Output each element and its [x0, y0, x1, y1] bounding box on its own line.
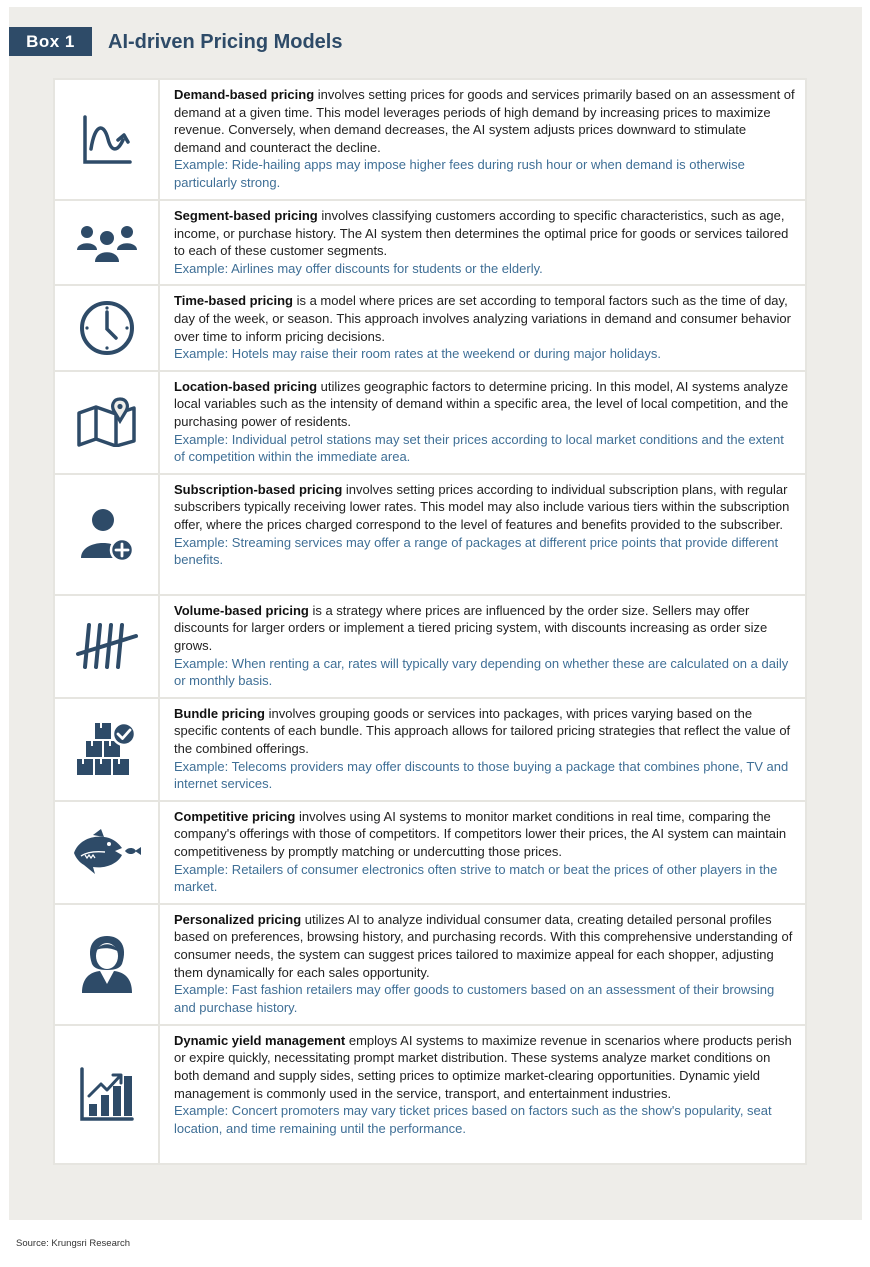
model-example: Example: Streaming services may offer a range of packages at different price points that provide different benefits.	[174, 534, 779, 568]
table-row	[54, 371, 806, 474]
model-example: Example: Individual petrol stations may set their prices according to local market conditions and the extent of competition within the immediate area.	[174, 431, 784, 465]
model-name: Personalized pricing	[174, 911, 302, 927]
table-row	[54, 801, 806, 904]
model-body: is a strategy where prices are influenced by the order size. Sellers may offer discounts for larger orders or implement a tiered pricing system, with discounts increasing as order size grows.	[174, 602, 768, 653]
table-row	[54, 904, 806, 1025]
model-name: Competitive pricing	[174, 808, 296, 824]
model-example: Example: Concert promoters may vary ticket prices based on factors such as the show's popularity, seat location, and time remaining until the performance.	[174, 1103, 772, 1136]
bar-chart-growth-icon	[79, 1066, 135, 1122]
boxes-check-icon	[76, 720, 138, 778]
model-description	[159, 904, 806, 1025]
model-description	[159, 200, 806, 285]
model-name: Demand-based pricing	[174, 87, 315, 102]
icon-cell	[54, 285, 159, 370]
model-description	[159, 801, 806, 904]
model-body: employs AI systems to maximize revenue in scenarios where products perish or expire quickly, necessitating prompt market distribution. These systems analyze market conditions on both demand and supply sides, setting prices to optimize market-clearing opportunities. Dynamic yield management is commonly used in the service, transport, and entertainment industries.	[174, 1032, 792, 1101]
model-name: Subscription-based pricing	[174, 481, 343, 497]
model-description	[159, 698, 806, 801]
source-note: Source: Krungsri Research	[16, 1238, 131, 1249]
woman-profile-icon	[80, 934, 134, 994]
icon-cell	[54, 200, 159, 285]
model-example: Example: Fast fashion retailers may offer goods to customers based on an assessment of their browsing and purchase history.	[174, 982, 775, 1015]
icon-cell	[54, 79, 159, 200]
model-description	[159, 474, 806, 595]
model-example: Example: When renting a car, rates will typically vary depending on whether these are calculated on a daily or monthly basis.	[174, 655, 789, 689]
model-body: involves classifying customers according to specific characteristics, such as age, income, or purchase history. The AI system then determines the optimal price for goods or services tailored to each of these customer segments.	[174, 208, 789, 259]
model-description	[159, 285, 806, 370]
model-name: Bundle pricing	[174, 705, 265, 721]
model-name: Volume-based pricing	[174, 602, 309, 618]
table-row	[54, 1025, 806, 1164]
table-row	[54, 79, 806, 200]
icon-cell	[54, 698, 159, 801]
demand-curve-icon	[80, 113, 134, 167]
model-body: utilizes geographic factors to determine pricing. In this model, AI systems analyze local variables such as the intensity of demand within a specific area, the level of local competition, and the purchasing power of residents.	[174, 378, 789, 429]
model-body: involves grouping goods or services into packages, with prices varying based on the specific contents of each bundle. This approach allows for tailored pricing strategies that reflect the value of the combined offerings.	[174, 705, 791, 756]
model-body: is a model where prices are set according to temporal factors such as the time of day, day of the week, or season. This approach involves analyzing variations in demand and consumer behavior over time to inform pricing decisions.	[174, 293, 791, 344]
table-row	[54, 200, 806, 285]
model-description	[159, 371, 806, 474]
box-number-tag: Box 1	[9, 27, 92, 56]
model-example: Example: Hotels may raise their room rates at the weekend or during major holidays.	[174, 346, 661, 362]
pricing-models-table	[53, 78, 807, 1165]
box-title: AI-driven Pricing Models	[108, 31, 343, 53]
model-body: involves setting prices according to individual subscription plans, with regular subscribers typically receiving lower rates. This model may also include various tiers within the subscription offer, where the prices charged correspond to the level of features and benefits provided to the subscriber.	[174, 481, 790, 532]
model-description	[159, 79, 806, 200]
icon-cell	[54, 904, 159, 1025]
model-name: Segment-based pricing	[174, 208, 318, 223]
model-example: Example: Ride-hailing apps may impose higher fees during rush hour or when demand is otherwise particularly strong.	[174, 157, 745, 190]
icon-cell	[54, 801, 159, 904]
model-name: Time-based pricing	[174, 293, 293, 309]
big-fish-small-fish-icon	[71, 829, 143, 875]
model-body: utilizes AI to analyze individual consumer data, creating detailed personal profiles based on preferences, browsing history, and purchasing records. With this comprehensive understanding of consumer needs, the system can suggest prices tailored to maximize appeal for each shopper, adjusting them dynamically for each sales opportunity.	[174, 911, 793, 980]
user-add-icon	[79, 506, 135, 562]
model-description	[159, 595, 806, 698]
table-row	[54, 285, 806, 370]
model-example: Example: Telecoms providers may offer discounts to those buying a package that combines phone, TV and internet services.	[174, 758, 789, 792]
model-body: involves using AI systems to monitor market conditions in real time, comparing the company's offerings with those of competitors. If competitors lower their prices, the AI system can maintain competitiveness by promptly matching or undercutting those prices.	[174, 808, 787, 859]
model-description	[159, 1025, 806, 1164]
model-example: Example: Retailers of consumer electronics often strive to match or beat the prices of other players in the market.	[174, 861, 778, 895]
table-row	[54, 698, 806, 801]
icon-cell	[54, 1025, 159, 1164]
map-pin-icon	[76, 397, 138, 447]
icon-cell	[54, 371, 159, 474]
table-row	[54, 595, 806, 698]
model-body: involves setting prices for goods and services primarily based on an assessment of demand at a given time. This model leverages periods of high demand by increasing prices to maximize revenue. Conversely, when demand decreases, the AI system adjusts prices downward to stimulate demand and counteract the decline.	[174, 87, 795, 155]
clock-icon	[78, 299, 136, 357]
model-example: Example: Airlines may offer discounts for students or the elderly.	[174, 260, 543, 276]
customer-group-icon	[76, 222, 138, 264]
model-name: Dynamic yield management	[174, 1032, 346, 1048]
table-row	[54, 474, 806, 595]
tally-marks-icon	[75, 622, 139, 670]
icon-cell	[54, 595, 159, 698]
model-name: Location-based pricing	[174, 378, 318, 394]
icon-cell	[54, 474, 159, 595]
